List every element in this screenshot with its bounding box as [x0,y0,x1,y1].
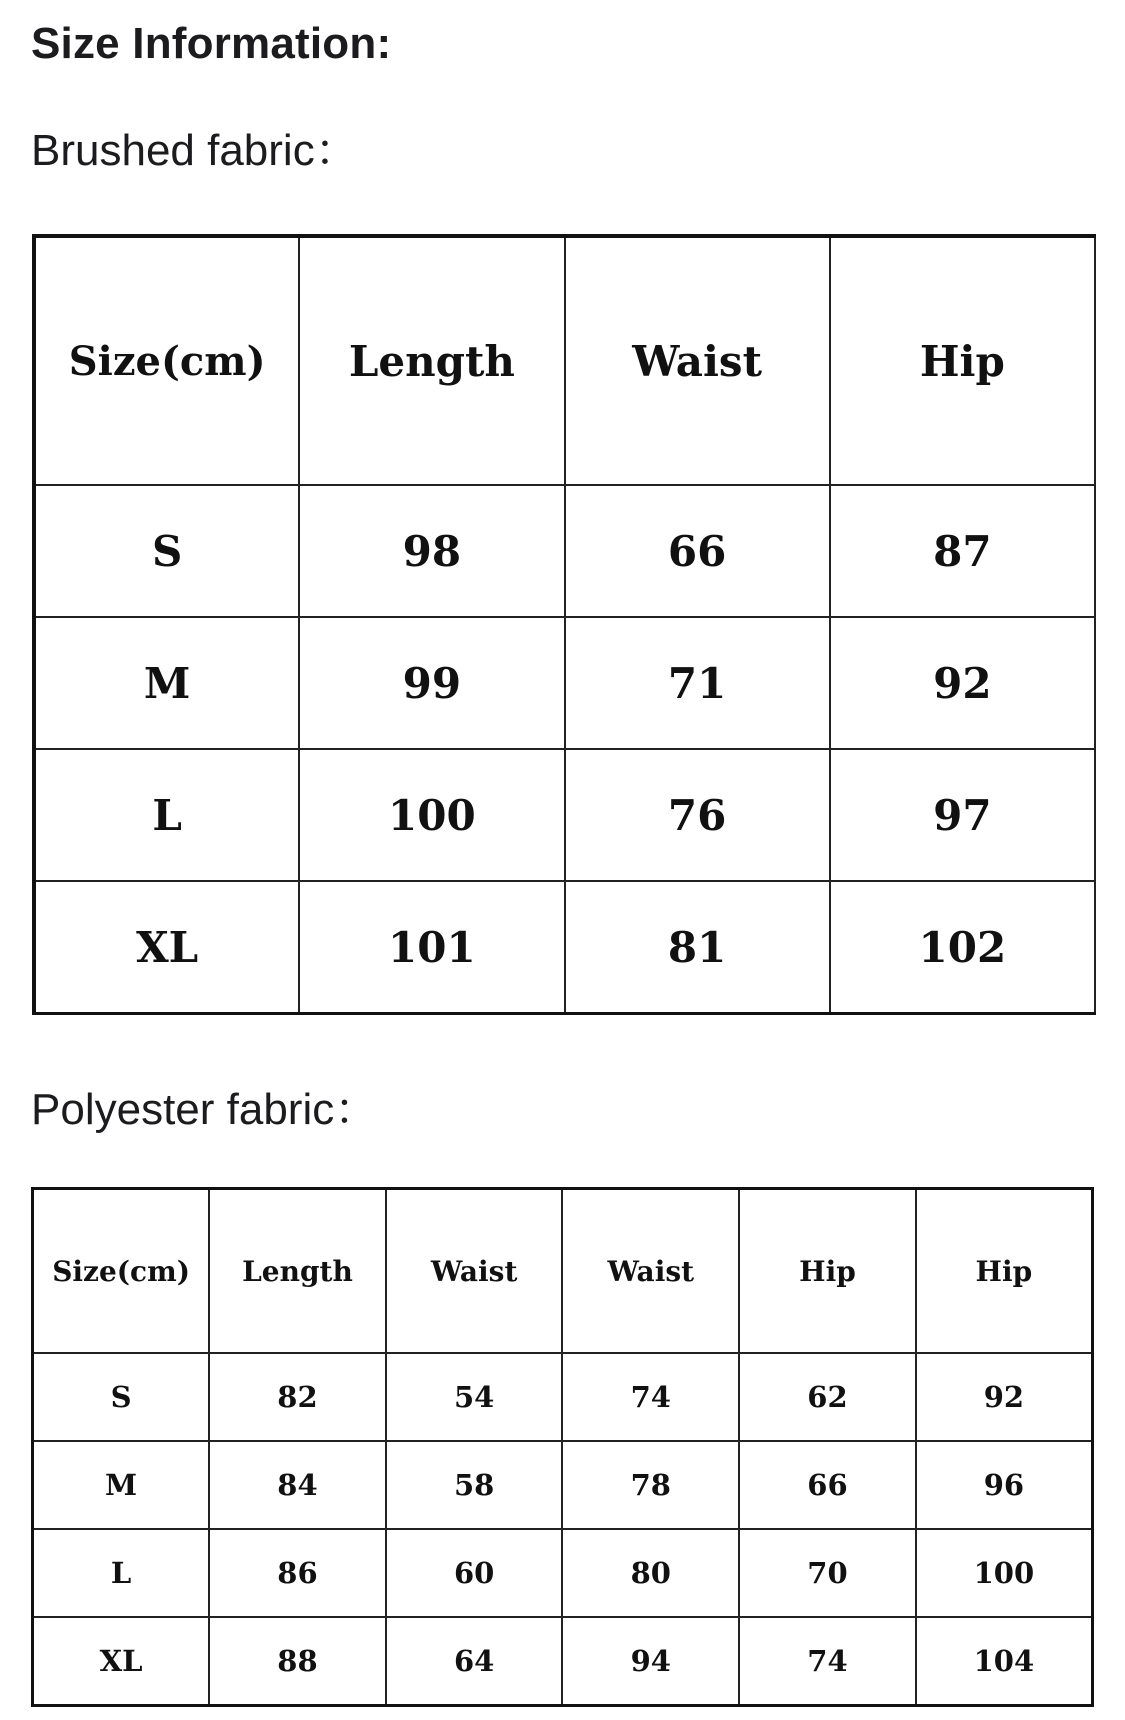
size-cell: L [34,749,299,881]
header-cell: Length [209,1189,386,1354]
table-cell: 99 [299,617,564,749]
size-cell: L [33,1529,210,1617]
table-cell: 100 [916,1529,1093,1617]
table-cell: 97 [830,749,1095,881]
header-cell: Waist [565,236,830,485]
table-cell: 96 [916,1441,1093,1529]
table-row [33,1441,1093,1529]
table-header-row [33,1189,1093,1354]
table-cell: 101 [299,881,564,1014]
table-cell: 86 [209,1529,386,1617]
table-cell: 70 [739,1529,916,1617]
header-cell: Hip [739,1189,916,1354]
table-row [33,1529,1093,1617]
table-cell: 92 [916,1353,1093,1441]
brushed-fabric-label: Brushed fabric： [31,126,359,175]
brushed-size-table [32,234,1096,1015]
table-cell: 54 [386,1353,563,1441]
size-cell: S [33,1353,210,1441]
table-row [34,485,1095,617]
table-cell: 76 [565,749,830,881]
header-cell: Size(cm) [34,236,299,485]
polyester-size-table [31,1187,1094,1707]
table-cell: 71 [565,617,830,749]
table-cell: 98 [299,485,564,617]
table-cell: 74 [562,1353,739,1441]
table-header-row [34,236,1095,485]
size-cell: M [33,1441,210,1529]
table-cell: 87 [830,485,1095,617]
table-cell: 102 [830,881,1095,1014]
table-cell: 66 [739,1441,916,1529]
table-cell: 60 [386,1529,563,1617]
table-row [34,749,1095,881]
table-cell: 66 [565,485,830,617]
table-row [33,1617,1093,1706]
header-cell: Size(cm) [33,1189,210,1354]
table-cell: 94 [562,1617,739,1706]
polyester-fabric-label: Polyester fabric： [31,1085,379,1134]
table-cell: 92 [830,617,1095,749]
table-cell: 104 [916,1617,1093,1706]
header-cell: Waist [562,1189,739,1354]
table-cell: 78 [562,1441,739,1529]
table-row [34,881,1095,1014]
page-title: Size Information: [31,19,392,68]
table-cell: 58 [386,1441,563,1529]
table-cell: 64 [386,1617,563,1706]
header-cell: Hip [830,236,1095,485]
size-cell: XL [33,1617,210,1706]
table-cell: 74 [739,1617,916,1706]
table-row [34,617,1095,749]
table-cell: 80 [562,1529,739,1617]
table-cell: 62 [739,1353,916,1441]
table-cell: 100 [299,749,564,881]
table-cell: 84 [209,1441,386,1529]
table-cell: 81 [565,881,830,1014]
table-row [33,1353,1093,1441]
size-cell: XL [34,881,299,1014]
size-cell: M [34,617,299,749]
table-cell: 82 [209,1353,386,1441]
size-cell: S [34,485,299,617]
table-cell: 88 [209,1617,386,1706]
header-cell: Length [299,236,564,485]
header-cell: Hip [916,1189,1093,1354]
header-cell: Waist [386,1189,563,1354]
